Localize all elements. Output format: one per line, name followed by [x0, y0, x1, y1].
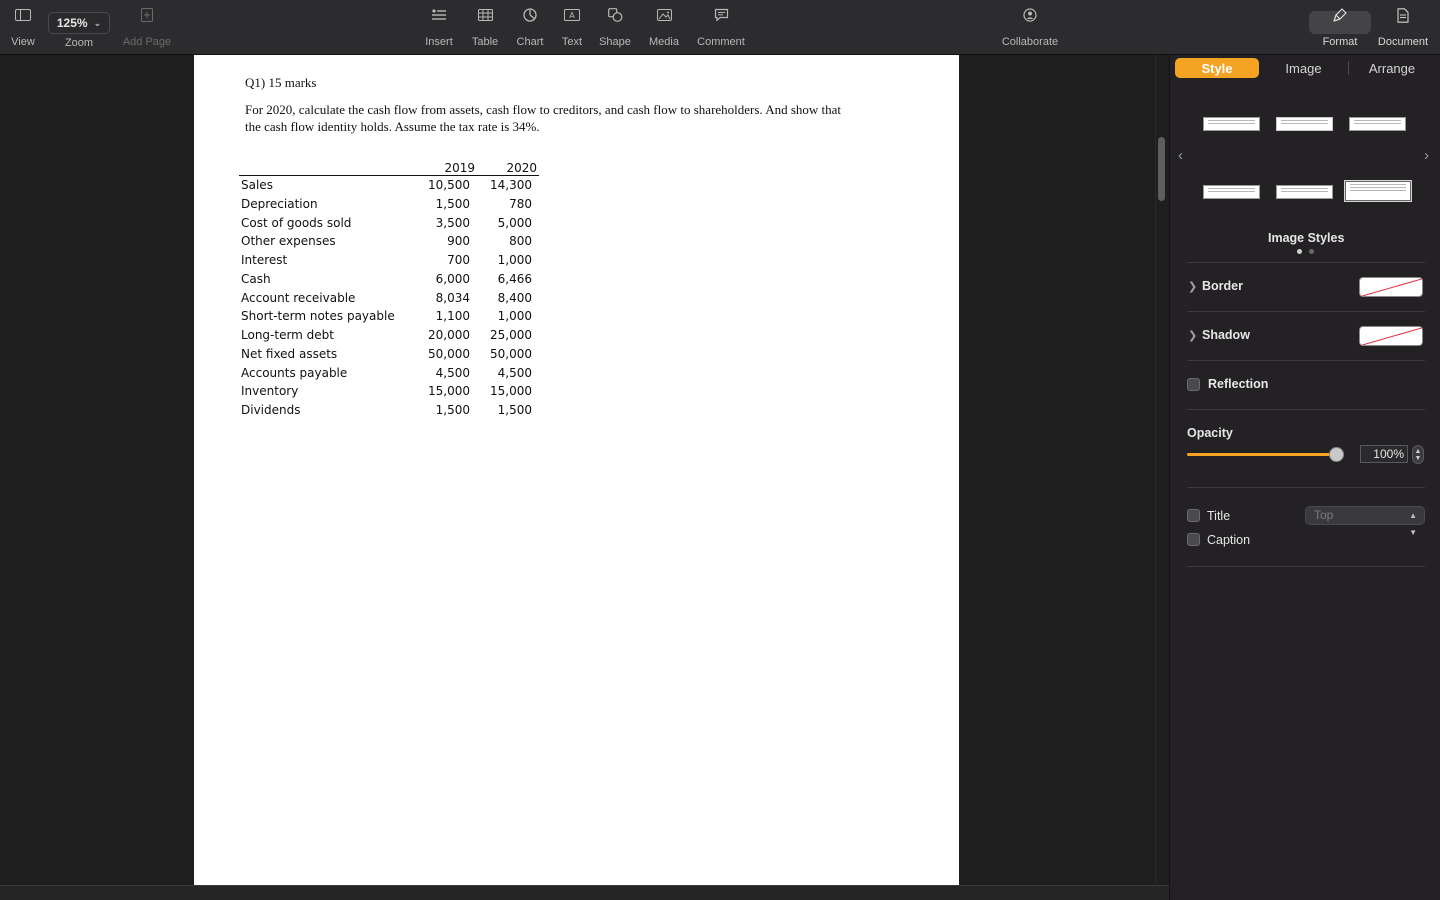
row-label: Sales	[241, 178, 273, 192]
opacity-slider-knob[interactable]	[1329, 447, 1344, 462]
svg-text:A: A	[569, 11, 575, 20]
shape-icon	[608, 0, 623, 30]
value-2020: 14,300	[490, 178, 532, 192]
shape-label: Shape	[599, 36, 631, 48]
value-2019: 8,034	[435, 290, 470, 305]
shape-button[interactable]	[596, 0, 634, 55]
text-box-icon	[564, 0, 580, 30]
chevron-right-icon[interactable]: ❯	[1188, 281, 1198, 293]
zoom-label: Zoom	[64, 37, 94, 49]
table-header-row	[239, 159, 539, 176]
chevron-up-icon[interactable]: ▲	[1414, 447, 1422, 455]
table-row	[239, 176, 539, 195]
value-2019: 900	[447, 234, 470, 249]
table-row	[239, 326, 539, 345]
value-2020: 800	[509, 234, 532, 249]
table-row	[239, 401, 539, 420]
add-page-icon	[141, 0, 153, 30]
border-swatch[interactable]	[1359, 277, 1423, 297]
reflection-checkbox[interactable]	[1187, 378, 1200, 391]
tab-style[interactable]: Style	[1175, 58, 1259, 78]
document-button[interactable]	[1373, 0, 1433, 55]
divider	[1187, 311, 1425, 312]
shadow-swatch[interactable]	[1359, 326, 1423, 346]
value-2019: 1,100	[435, 309, 470, 324]
value-2020: 1,000	[497, 309, 532, 324]
value-2019: 4,500	[435, 365, 470, 380]
caption-label: Caption	[1207, 533, 1251, 547]
table-icon	[478, 0, 493, 30]
page-dot-1[interactable]	[1297, 249, 1302, 254]
insert-list-icon	[432, 0, 446, 30]
chevron-right-icon[interactable]: ›	[1424, 147, 1429, 164]
view-button[interactable]	[4, 0, 42, 55]
image-style-6[interactable]	[1345, 181, 1411, 201]
table-row	[239, 382, 539, 401]
table-row	[239, 232, 539, 251]
vertical-scroll-thumb[interactable]	[1158, 137, 1165, 201]
value-2020: 25,000	[490, 328, 532, 342]
table-button[interactable]	[467, 0, 503, 55]
table-row	[239, 307, 539, 326]
value-2020: 8,400	[497, 290, 532, 305]
comment-label: Comment	[697, 36, 745, 48]
chevron-down-icon: ⌄	[93, 17, 102, 28]
collaborate-icon	[1022, 0, 1038, 30]
chevron-down-icon[interactable]: ▼	[1414, 454, 1422, 462]
border-label[interactable]: Border	[1202, 279, 1243, 293]
chevron-updown-icon: ▲ ▼	[1409, 511, 1417, 537]
row-label: Dividends	[241, 403, 301, 417]
page-dot-2[interactable]	[1309, 249, 1314, 254]
table-label: Table	[471, 36, 499, 48]
horizontal-scrollbar[interactable]	[0, 885, 1169, 900]
image-styles-label: Image Styles	[1268, 231, 1345, 245]
pie-chart-icon	[523, 0, 537, 30]
opacity-stepper[interactable]	[1412, 445, 1424, 464]
divider	[1187, 487, 1425, 488]
value-2020: 6,466	[497, 271, 532, 286]
value-2019: 1,500	[435, 403, 470, 417]
financial-data-table[interactable]	[239, 159, 539, 420]
image-style-5[interactable]	[1276, 185, 1333, 199]
table-row	[239, 345, 539, 364]
table-row	[239, 289, 539, 308]
photo-icon	[657, 0, 672, 30]
opacity-slider[interactable]	[1187, 453, 1337, 456]
collaborate-button[interactable]	[996, 0, 1064, 55]
paintbrush-icon	[1333, 0, 1347, 30]
row-label: Accounts payable	[241, 365, 348, 380]
add-page-button[interactable]	[118, 0, 176, 55]
value-2019: 6,000	[435, 271, 470, 286]
tab-image[interactable]: Image	[1285, 60, 1322, 76]
collaborate-label: Collaborate	[1001, 36, 1059, 48]
row-label: Account receivable	[241, 290, 356, 305]
value-2019: 15,000	[428, 384, 470, 399]
add-page-label: Add Page	[122, 36, 172, 48]
divider	[1187, 262, 1425, 263]
chevron-right-icon[interactable]: ❯	[1188, 330, 1198, 342]
reflection-label: Reflection	[1208, 377, 1269, 391]
row-label: Depreciation	[241, 196, 318, 211]
document-page[interactable]	[194, 55, 959, 885]
header-2019: 2019	[444, 161, 475, 175]
row-label: Cash	[241, 271, 271, 286]
text-button[interactable]	[556, 0, 588, 55]
image-style-3[interactable]	[1349, 117, 1406, 131]
value-2019: 10,500	[428, 178, 470, 192]
insert-button[interactable]	[420, 0, 458, 55]
title-checkbox[interactable]	[1187, 509, 1200, 522]
value-2020: 50,000	[490, 346, 532, 361]
divider	[1187, 360, 1425, 361]
zoom-control[interactable]	[47, 0, 111, 55]
question-title: Q1) 15 marks	[245, 75, 317, 90]
table-row	[239, 270, 539, 289]
caption-checkbox[interactable]	[1187, 533, 1200, 546]
value-2019: 50,000	[428, 346, 470, 361]
toolbar	[0, 0, 1440, 55]
opacity-field[interactable]: 100%	[1360, 445, 1408, 463]
table-body	[239, 176, 539, 420]
chart-label: Chart	[516, 36, 544, 48]
row-label: Net fixed assets	[241, 346, 338, 361]
value-2020: 15,000	[490, 384, 532, 399]
inspector-tabs	[1175, 58, 1435, 78]
value-2019: 1,500	[435, 196, 470, 211]
row-label: Interest	[241, 253, 288, 267]
insert-label: Insert	[425, 36, 453, 48]
value-2020: 5,000	[497, 215, 532, 230]
format-inspector	[1169, 55, 1440, 900]
table-row	[239, 251, 539, 270]
row-label: Inventory	[241, 384, 299, 399]
opacity-label: Opacity	[1187, 426, 1233, 440]
value-2019: 700	[447, 253, 470, 267]
row-label: Short-term notes payable	[241, 309, 395, 324]
sidebar-icon	[15, 0, 31, 30]
view-label: View	[11, 36, 35, 48]
text-label: Text	[561, 36, 583, 48]
format-button[interactable]	[1309, 0, 1371, 55]
shadow-label[interactable]: Shadow	[1202, 328, 1250, 342]
title-label: Title	[1207, 509, 1231, 523]
page-indicator[interactable]	[1297, 249, 1314, 254]
row-label: Cost of goods sold	[241, 215, 352, 230]
question-text: For 2020, calculate the cash flow from assets, cash flow to creditors, and cash flow to shareholders. And show that the cash flow identity holds. Assume the tax rate is 34%.	[245, 102, 842, 134]
value-2020: 1,000	[497, 253, 532, 267]
row-label: Other expenses	[241, 234, 336, 249]
chevron-left-icon[interactable]: ‹	[1178, 147, 1183, 164]
title-position-popup[interactable]	[1305, 506, 1425, 537]
table-row	[239, 214, 539, 233]
table-row	[239, 195, 539, 214]
divider	[1187, 566, 1425, 567]
header-2020: 2020	[506, 161, 537, 175]
value-2020: 4,500	[497, 365, 532, 380]
tab-arrange[interactable]: Arrange	[1368, 60, 1416, 76]
comment-button[interactable]	[694, 0, 748, 55]
value-2020: 1,500	[497, 403, 532, 417]
value-2019: 20,000	[428, 328, 470, 342]
zoom-popup[interactable]	[48, 12, 110, 34]
value-2020: 780	[509, 196, 532, 211]
table-row	[239, 364, 539, 383]
document-label: Document	[1377, 36, 1429, 48]
zoom-value: 125%	[56, 16, 88, 30]
document-icon	[1397, 0, 1409, 30]
media-label: Media	[649, 36, 679, 48]
image-style-1[interactable]	[1203, 117, 1260, 131]
image-style-4[interactable]	[1203, 185, 1260, 199]
row-label: Long-term debt	[241, 328, 335, 342]
value-2019: 3,500	[435, 215, 470, 230]
comment-icon	[714, 0, 729, 30]
chart-button[interactable]	[511, 0, 549, 55]
title-position-value: Top	[1314, 508, 1334, 522]
format-label: Format	[1322, 36, 1358, 48]
media-button[interactable]	[645, 0, 683, 55]
image-style-2[interactable]	[1276, 117, 1333, 131]
divider	[1187, 409, 1425, 410]
